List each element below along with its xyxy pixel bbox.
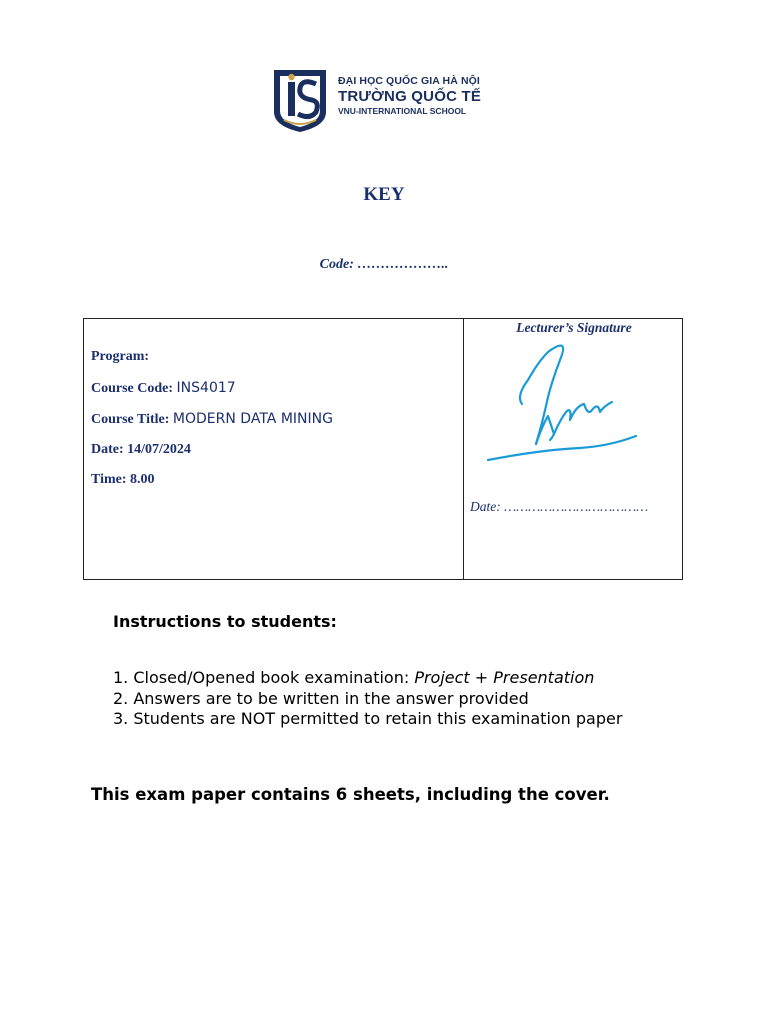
instruction-item-2: 2. Answers are to be written in the answer provided (113, 689, 529, 708)
lecturer-signature (480, 340, 650, 470)
program-field (91, 349, 149, 365)
signature-date (470, 499, 648, 515)
time-field (91, 472, 155, 488)
box-divider (463, 318, 464, 580)
document-title: KEY (363, 184, 405, 205)
date-field (91, 442, 191, 458)
course-title-field (91, 411, 333, 428)
time-label: Time: (91, 472, 127, 487)
date-label: Date: (91, 442, 124, 457)
institution-line3: VNU-INTERNATIONAL SCHOOL (338, 106, 467, 116)
time-value: 8.00 (130, 472, 155, 487)
course-title-label: Course Title: (91, 412, 170, 427)
program-label: Program: (91, 349, 150, 364)
signature-date-label: Date: (470, 499, 501, 514)
institution-line2: TRƯỜNG QUỐC TẾ (338, 88, 482, 105)
code-line (0, 257, 768, 273)
date-value: 14/07/2024 (127, 442, 191, 457)
sheet-count-note: This exam paper contains 6 sheets, including the cover. (91, 785, 610, 804)
institution-line1: ĐẠI HỌC QUỐC GIA HÀ NỘI (338, 75, 480, 87)
course-code-value: INS4017 (176, 380, 236, 396)
signature-date-value: ……………………………… (504, 499, 649, 514)
course-code-label: Course Code: (91, 381, 174, 396)
signature-title: Lecturer’s Signature (516, 320, 632, 335)
course-title-value: MODERN DATA MINING (172, 411, 333, 427)
instruction-item-1 (113, 668, 594, 687)
logo-text (338, 74, 498, 117)
instruction-1-emphasis: Project + Presentation (414, 668, 595, 687)
course-code-field (91, 380, 236, 397)
code-label: Code: (319, 257, 354, 272)
code-value: ……………….. (357, 257, 449, 272)
shield-icon (274, 70, 326, 132)
instruction-1-text: 1. Closed/Opened book examination: (113, 668, 415, 687)
instruction-item-3: 3. Students are NOT permitted to retain this examination paper (113, 709, 623, 728)
instructions-heading: Instructions to students: (113, 612, 337, 631)
